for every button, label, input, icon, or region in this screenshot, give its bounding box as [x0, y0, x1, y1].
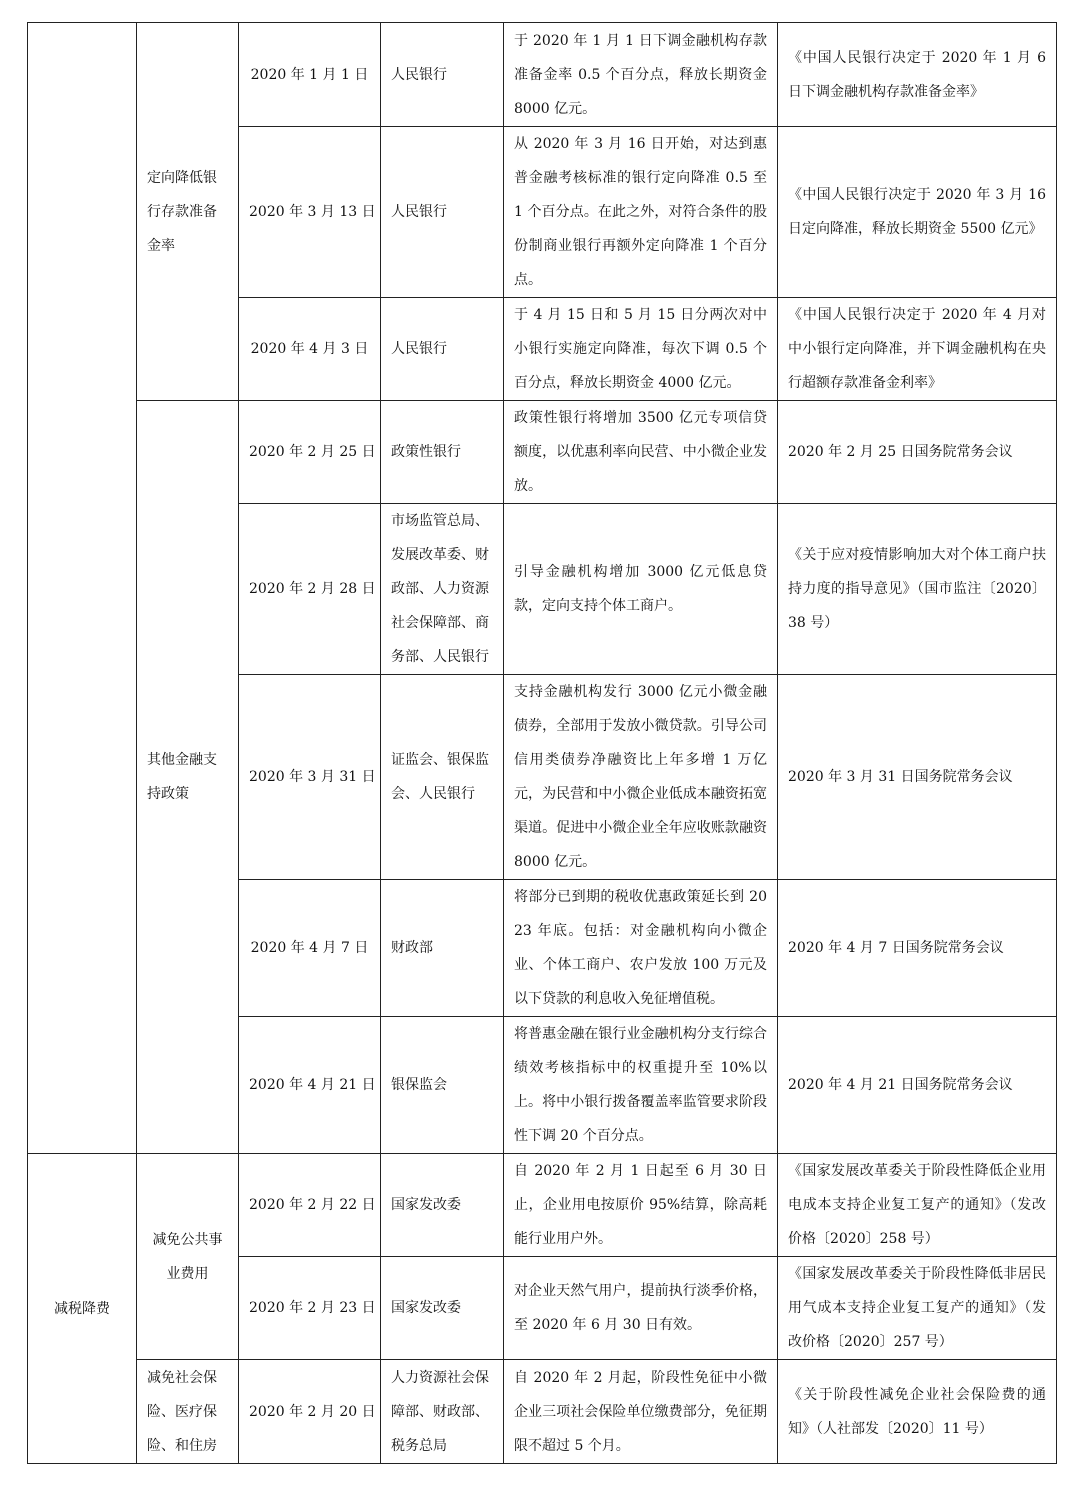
content-cell: 于 2020 年 1 月 1 日下调金融机构存款准备金率 0.5 个百分点，释放长期资金 8000 亿元。 — [504, 23, 778, 127]
policy-table — [27, 22, 1057, 1464]
department-cell: 国家发改委 — [381, 1257, 504, 1360]
department-cell: 财政部 — [381, 880, 504, 1017]
content-cell: 引导金融机构增加 3000 亿元低息贷款，定向支持个体工商户。 — [504, 504, 778, 675]
content-cell: 将普惠金融在银行业金融机构分支行综合绩效考核指标中的权重提升至 10%以上。将中小银行拨备覆盖率监管要求阶段性下调 20 个百分点。 — [504, 1017, 778, 1154]
date-cell: 2020 年 4 月 21 日 — [239, 1017, 381, 1154]
content-cell: 将部分已到期的税收优惠政策延长到 2023 年底。包括：对金融机构向小微企业、个体工商户、农户发放 100 万元及以下贷款的利息收入免征增值税。 — [504, 880, 778, 1017]
subcategory-cell: 定向降低银行存款准备金率 — [137, 23, 239, 401]
source-cell: 2020 年 4 月 21 日国务院常务会议 — [778, 1017, 1057, 1154]
content-cell: 自 2020 年 2 月 1 日起至 6 月 30 日止，企业用电按原价 95%结算，除高耗能行业用户外。 — [504, 1154, 778, 1257]
date-cell: 2020 年 2 月 25 日 — [239, 401, 381, 504]
source-cell: 《中国人民银行决定于 2020 年 1 月 6 日下调金融机构存款准备金率》 — [778, 23, 1057, 127]
date-cell: 2020 年 2 月 23 日 — [239, 1257, 381, 1360]
table-row — [28, 1360, 1057, 1464]
source-cell: 《国家发展改革委关于阶段性降低非居民用气成本支持企业复工复产的通知》（发改价格〔2020〕257 号） — [778, 1257, 1057, 1360]
table-row — [28, 1154, 1057, 1257]
source-cell: 2020 年 4 月 7 日国务院常务会议 — [778, 880, 1057, 1017]
date-cell: 2020 年 2 月 28 日 — [239, 504, 381, 675]
category-cell: 减税降费 — [28, 1154, 137, 1464]
source-cell: 《国家发展改革委关于阶段性降低企业用电成本支持企业复工复产的通知》（发改价格〔2020〕258 号） — [778, 1154, 1057, 1257]
source-cell: 2020 年 2 月 25 日国务院常务会议 — [778, 401, 1057, 504]
source-cell: 2020 年 3 月 31 日国务院常务会议 — [778, 675, 1057, 880]
source-cell: 《中国人民银行决定于 2020 年 4 月对中小银行定向降准，并下调金融机构在央行超额存款准备金利率》 — [778, 298, 1057, 401]
department-cell: 银保监会 — [381, 1017, 504, 1154]
date-cell: 2020 年 3 月 13 日 — [239, 127, 381, 298]
content-cell: 对企业天然气用户，提前执行淡季价格，至 2020 年 6 月 30 日有效。 — [504, 1257, 778, 1360]
subcategory-cell: 减免公共事业费用 — [137, 1154, 239, 1360]
department-cell: 人民银行 — [381, 127, 504, 298]
source-cell: 《关于阶段性减免企业社会保险费的通知》（人社部发〔2020〕11 号） — [778, 1360, 1057, 1464]
table-row — [28, 23, 1057, 127]
source-cell: 《中国人民银行决定于 2020 年 3 月 16 日定向降准，释放长期资金 5500 亿元》 — [778, 127, 1057, 298]
department-cell: 人民银行 — [381, 23, 504, 127]
department-cell: 人力资源社会保障部、财政部、税务总局 — [381, 1360, 504, 1464]
date-cell: 2020 年 4 月 7 日 — [239, 880, 381, 1017]
table-row — [28, 401, 1057, 504]
content-cell: 政策性银行将增加 3500 亿元专项信贷额度，以优惠利率向民营、中小微企业发放。 — [504, 401, 778, 504]
date-cell: 2020 年 3 月 31 日 — [239, 675, 381, 880]
category-cell — [28, 23, 137, 1154]
content-cell: 从 2020 年 3 月 16 日开始，对达到惠普金融考核标准的银行定向降准 0.5 至 1 个百分点。在此之外，对符合条件的股份制商业银行再额外定向降准 1 个百分点。 — [504, 127, 778, 298]
source-cell: 《关于应对疫情影响加大对个体工商户扶持力度的指导意见》（国市监注〔2020〕38 号） — [778, 504, 1057, 675]
date-cell: 2020 年 2 月 22 日 — [239, 1154, 381, 1257]
department-cell: 国家发改委 — [381, 1154, 504, 1257]
department-cell: 人民银行 — [381, 298, 504, 401]
department-cell: 证监会、银保监会、人民银行 — [381, 675, 504, 880]
date-cell: 2020 年 4 月 3 日 — [239, 298, 381, 401]
content-cell: 自 2020 年 2 月起，阶段性免征中小微企业三项社会保险单位缴费部分，免征期限不超过 5 个月。 — [504, 1360, 778, 1464]
department-cell: 市场监管总局、发展改革委、财政部、人力资源社会保障部、商务部、人民银行 — [381, 504, 504, 675]
content-cell: 于 4 月 15 日和 5 月 15 日分两次对中小银行实施定向降准，每次下调 0.5 个百分点，释放长期资金 4000 亿元。 — [504, 298, 778, 401]
date-cell: 2020 年 2 月 20 日 — [239, 1360, 381, 1464]
department-cell: 政策性银行 — [381, 401, 504, 504]
content-cell: 支持金融机构发行 3000 亿元小微金融债券，全部用于发放小微贷款。引导公司信用类债券净融资比上年多增 1 万亿元，为民营和中小微企业低成本融资拓宽渠道。促进中小微企业全年应收账款融资 8000 亿元。 — [504, 675, 778, 880]
subcategory-cell: 其他金融支持政策 — [137, 401, 239, 1154]
date-cell: 2020 年 1 月 1 日 — [239, 23, 381, 127]
subcategory-cell: 减免社会保险、医疗保险、和住房 — [137, 1360, 239, 1464]
